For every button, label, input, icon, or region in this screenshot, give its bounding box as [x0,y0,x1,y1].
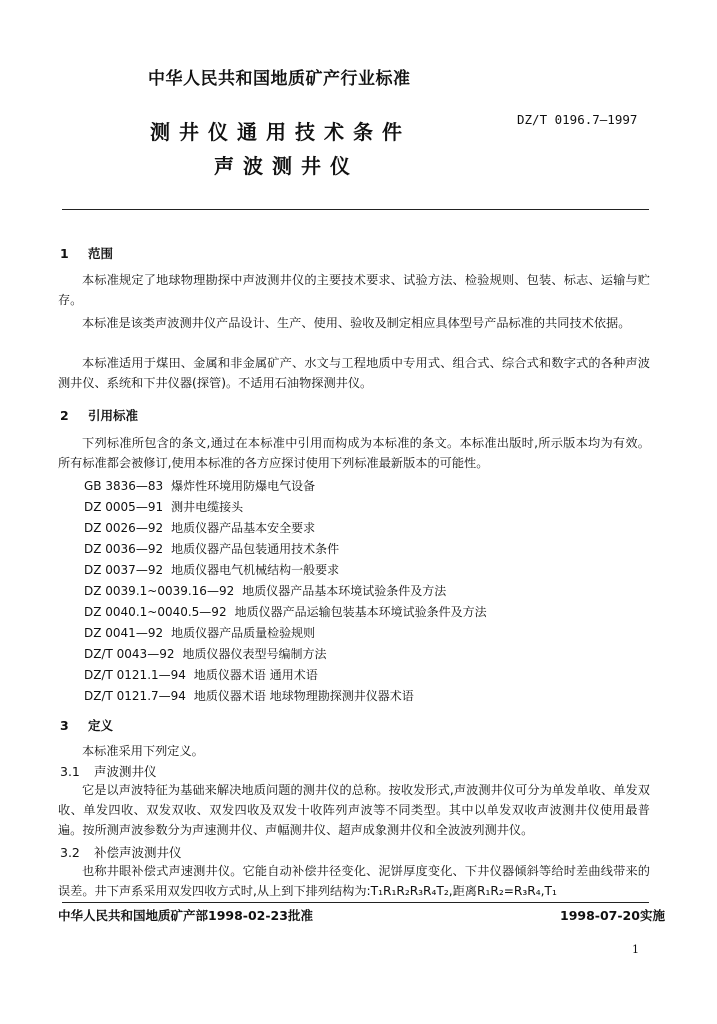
section-2-heading [60,406,138,424]
definition-3-1-heading: 3.1 声波测井仪 [60,764,157,779]
header-rule [62,209,649,210]
section-title: 范围 [88,246,114,261]
title-line-1: 测井仪通用技术条件 [150,120,411,144]
reference-item: DZ/T 0121.7—94 地质仪器术语 地球物理勘探测井仪器术语 [84,689,414,703]
implementation-date: 1998-07-20实施 [560,908,665,923]
section-title: 引用标准 [88,408,139,423]
section-1-para-1: 本标准规定了地球物理勘探中声波测井仪的主要技术要求、试验方法、检验规则、包装、标志、运输与贮存。 [58,273,650,307]
reference-item: DZ 0040.1~0040.5—92 地质仪器产品运输包装基本环境试验条件及方法 [84,605,487,619]
section-1-para-2: 本标准是该类声波测井仪产品设计、生产、使用、验收及制定相应具体型号产品标准的共同技术依据。 [82,316,631,330]
page-number: 1 [632,943,639,956]
section-3-heading [60,716,113,734]
reference-item: DZ 0026—92 地质仪器产品基本安全要求 [84,521,316,535]
section-1-heading [60,244,113,262]
section-title: 定义 [88,718,114,733]
title-line-2: 声波测井仪 [214,154,359,178]
standard-code: DZ/T 0196.7—1997 [517,112,638,127]
reference-item: GB 3836—83 爆炸性环境用防爆电气设备 [84,479,316,493]
reference-item: DZ 0005—91 测井电缆接头 [84,500,244,514]
footer-rule [62,902,649,903]
section-2-para-1: 下列标准所包含的条文,通过在本标准中引用而构成为本标准的条文。本标准出版时,所示版本均为有效。所有标准都会被修订,使用本标准的各方应探讨使用下列标准最新版本的可能性。 [58,436,650,470]
section-number: 1 [60,246,69,261]
definition-3-2-heading: 3.2 补偿声波测井仪 [60,845,182,860]
definition-3-1-text: 它是以声波特征为基础来解决地质问题的测井仪的总称。按收发形式,声波测井仪可分为单发单收、单发双收、单发四收、双发双收、双发四收及双发十收阵列声波等不同类型。其中以单发双收声波测井仪使用最普遍。按所测声波参数分为声速测井仪、声幅测井仪、超声成象测井仪和全波波列测井仪。 [58,783,650,837]
reference-item: DZ/T 0043—92 地质仪器仪表型号编制方法 [84,647,327,661]
section-1-para-3: 本标准适用于煤田、金属和非金属矿产、水文与工程地质中专用式、组合式、综合式和数字式的各种声波测井仪、系统和下井仪器(探管)。不适用石油物探测井仪。 [58,356,650,390]
standard-category: 中华人民共和国地质矿产行业标准 [148,69,411,89]
section-3-para-1: 本标准采用下列定义。 [82,744,204,758]
section-number: 2 [60,408,69,423]
reference-item: DZ 0041—92 地质仪器产品质量检验规则 [84,626,316,640]
reference-item: DZ 0037—92 地质仪器电气机械结构一般要求 [84,563,340,577]
reference-item: DZ 0036—92 地质仪器产品包装通用技术条件 [84,542,340,556]
definition-3-2-text: 也称井眼补偿式声速测井仪。它能自动补偿井径变化、泥饼厚度变化、下井仪器倾斜等给时差曲线带来的误差。井下声系采用双发四收方式时,从上到下排列结构为:T₁R₁R₂R₃R₄T₂,距离R₁R₂=R₃R₄,T₁ [58,864,650,898]
approval-line: 中华人民共和国地质矿产部1998-02-23批准 [58,908,313,923]
reference-item: DZ 0039.1~0039.16—92 地质仪器产品基本环境试验条件及方法 [84,584,447,598]
section-number: 3 [60,718,69,733]
reference-item: DZ/T 0121.1—94 地质仪器术语 通用术语 [84,668,318,682]
